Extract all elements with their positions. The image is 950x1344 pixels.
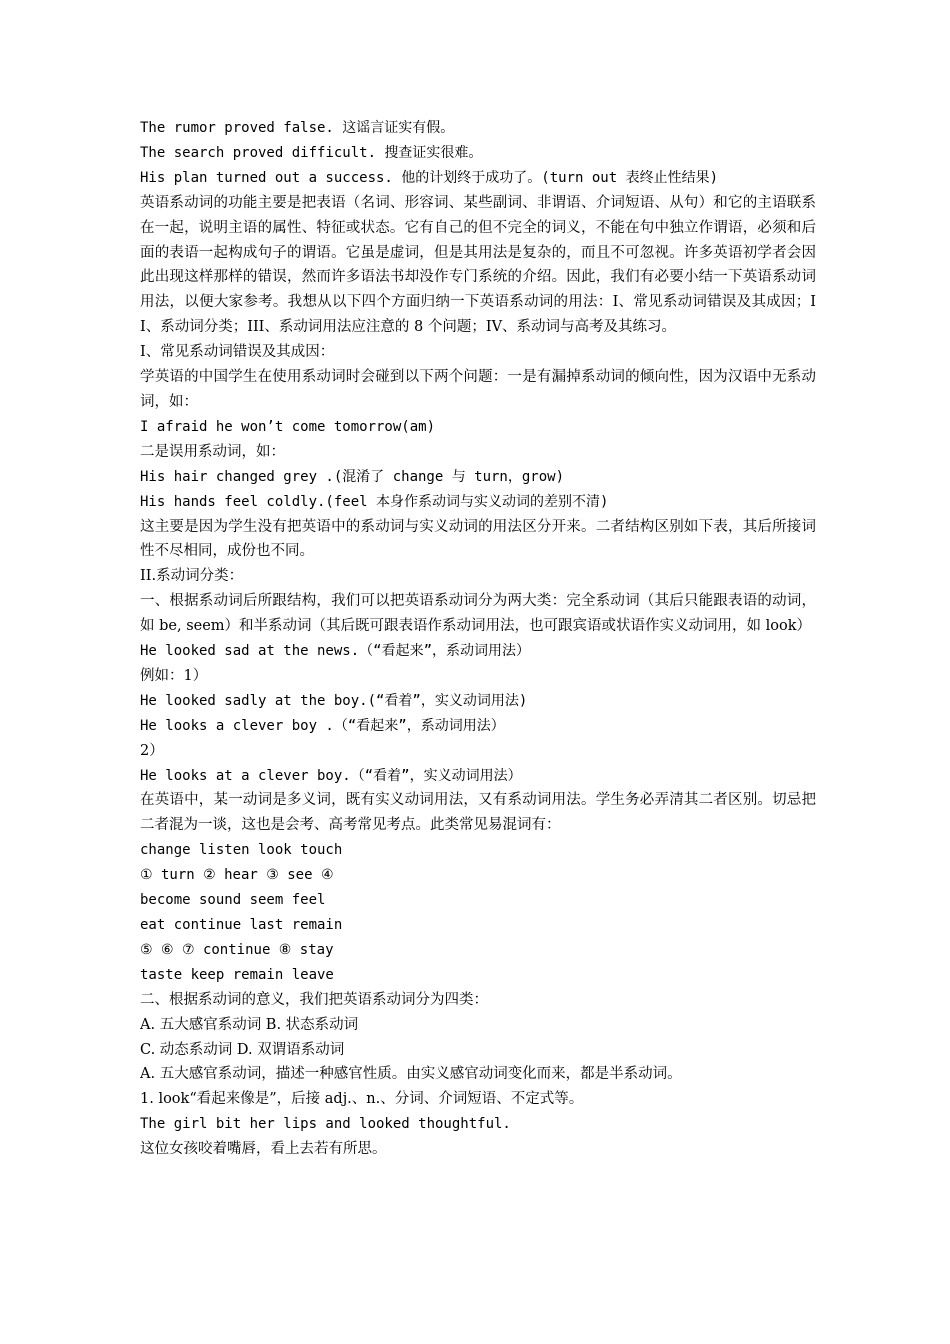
paragraph: 英语系动词的功能主要是把表语（名词、形容词、某些副词、非谓语、介词短语、从句）和它的主语联系在一起，说明主语的属性、特征或状态。它有自己的但不完全的词义，不能在句中独立作谓语，必须和后面的表语一起构成句子的谓语。它虽是虚词，但是其用法是复杂的，而且不可忽视。许多英语初学者会因此出现这样那样的错误，然而许多语法书却没作专门系统的介绍。因此，我们有必要小结一下英语系动词用法，以便大家参考。我想从以下四个方面归纳一下英语系动词的用法：I、常见系动词错误及其成因；II、系动词分类；III、系动词用法应注意的 8 个问题；IV、系动词与高考及其练习。 bbox=[140, 194, 816, 336]
paragraph: 这主要是因为学生没有把英语中的系动词与实义动词的用法区分开来。二者结构区别如下表，其后所接词性不尽相同，成份也不同。 bbox=[140, 518, 816, 560]
example-sentence: He looked sad at the news.（“看起来”，系动词用法） bbox=[140, 643, 531, 660]
document-body bbox=[140, 116, 816, 1162]
text-line: The rumor proved false. 这谣言证实有假。 bbox=[140, 120, 455, 136]
word-list-line: ① turn ② hear ③ see ④ bbox=[140, 867, 334, 884]
example-sentence: He looks at a clever boy.（“看着”，实义动词用法） bbox=[140, 767, 522, 784]
word-list-line: taste keep remain leave bbox=[140, 966, 334, 983]
text-line: A. 五大感官系动词 B. 状态系动词 bbox=[140, 1016, 359, 1033]
text-line: 这位女孩咬着嘴唇，看上去若有所思。 bbox=[140, 1141, 387, 1158]
word-list-line: eat continue last remain bbox=[140, 917, 343, 933]
text-line: A. 五大感官系动词，描述一种感官性质。由实义感官动词变化而来，都是半系动词。 bbox=[140, 1066, 682, 1083]
example-sentence: I afraid he won’t come tomorrow(am) bbox=[140, 418, 436, 435]
text-line: 2） bbox=[140, 742, 164, 759]
example-sentence: His hair changed grey .(混淆了 change 与 turn，grow) bbox=[140, 468, 565, 485]
text-line: His plan turned out a success. 他的计划终于成功了。(turn out 表终止性结果) bbox=[140, 169, 719, 186]
text-line: 1. look“看起来像是”，后接 adj.、n.、分词、介词短语、不定式等。 bbox=[140, 1091, 584, 1108]
word-list-line: ⑤ ⑥ ⑦ continue ⑧ stay bbox=[140, 941, 334, 958]
word-list-line: change listen look touch bbox=[140, 842, 343, 859]
text-line: 二是误用系动词，如： bbox=[140, 443, 285, 460]
text-line: C. 动态系动词 D. 双谓语系动词 bbox=[140, 1041, 345, 1058]
example-sentence: The girl bit her lips and looked thoughtful. bbox=[140, 1116, 511, 1133]
text-line: The search proved difficult. 搜查证实很难。 bbox=[140, 144, 483, 161]
paragraph: 一、根据系动词后所跟结构，我们可以把英语系动词分为两大类：完全系动词（其后只能跟表语的动词，如 be, seem）和半系动词（其后既可跟表语作系动词用法，也可跟宾语或状语作实义动词用，如 look） bbox=[140, 593, 816, 635]
section-heading: 二、根据系动词的意义，我们把英语系动词分为四类： bbox=[140, 991, 488, 1008]
paragraph: 学英语的中国学生在使用系动词时会碰到以下两个问题：一是有漏掉系动词的倾向性，因为汉语中无系动词，如： bbox=[140, 369, 816, 410]
example-sentence: His hands feel coldly.(feel 本身作系动词与实义动词的差别不清) bbox=[140, 493, 609, 510]
example-sentence: He looks a clever boy .（“看起来”，系动词用法） bbox=[140, 717, 505, 734]
section-heading: II.系动词分类： bbox=[140, 568, 244, 585]
example-sentence: He looked sadly at the boy.(“看着”，实义动词用法) bbox=[140, 692, 528, 709]
paragraph: 在英语中，某一动词是多义词，既有实义动词用法，又有系动词用法。学生务必弄清其二者区别。切忌把二者混为一谈，这也是会考、高考常见考点。此类常见易混词有： bbox=[140, 792, 816, 834]
text-line: 例如：1） bbox=[140, 667, 208, 684]
section-heading: I、常见系动词错误及其成因： bbox=[140, 344, 335, 361]
word-list-line: become sound seem feel bbox=[140, 892, 326, 909]
